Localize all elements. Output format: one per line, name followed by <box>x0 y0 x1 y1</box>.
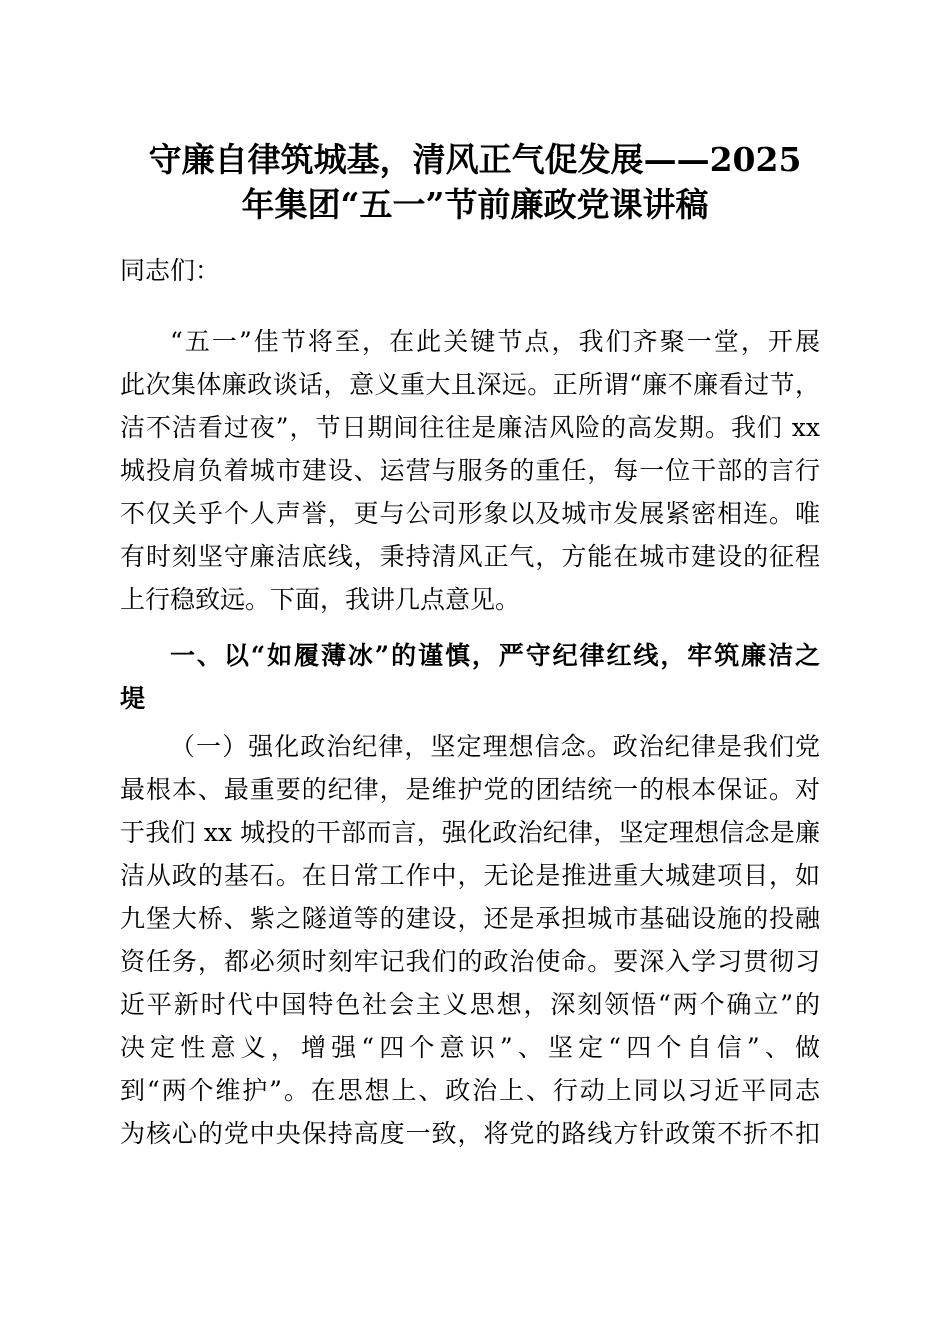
paragraph-line: 为核心的党中央保持高度一致，将党的路线方针政策不折不扣 <box>120 1119 820 1148</box>
paragraph-line: 决定性意义，增强“四个意识”、坚定“四个自信”、做 <box>120 1033 820 1062</box>
paragraph-line: 洁从政的基石。在日常工作中，无论是推进重大城建项目，如 <box>120 861 820 890</box>
heading-line: 堤 <box>120 684 146 713</box>
paragraph-line: 于我们 xx 城投的干部而言，强化政治纪律，坚定理想信念是廉 <box>120 818 820 847</box>
paragraph-line: 资任务，都必须时刻牢记我们的政治使命。要深入学习贯彻习 <box>120 947 820 976</box>
paragraph-line: 此次集体廉政谈话，意义重大且深远。正所谓“廉不廉看过节， <box>120 370 820 399</box>
paragraph-line: 近平新时代中国特色社会主义思想，深刻领悟“两个确立”的 <box>120 990 820 1019</box>
paragraph-line: 上行稳致远。下面，我讲几点意见。 <box>120 585 521 614</box>
paragraph-line: 有时刻坚守廉洁底线，秉持清风正气，方能在城市建设的征程 <box>120 542 820 571</box>
paragraph-line: （一）强化政治纪律，坚定理想信念。政治纪律是我们党 <box>170 732 820 761</box>
salutation: 同志们： <box>120 256 221 285</box>
paragraph-line: 不仅关乎个人声誉，更与公司形象以及城市发展紧密相连。唯 <box>120 499 820 528</box>
paragraph-line: 最根本、最重要的纪律，是维护党的团结统一的根本保证。对 <box>120 775 820 804</box>
paragraph-line: 城投肩负着城市建设、运营与服务的重任，每一位干部的言行 <box>120 456 820 485</box>
paragraph-line: “五一”佳节将至，在此关键节点，我们齐聚一堂，开展 <box>170 327 820 356</box>
paragraph-line: 九堡大桥、紫之隧道等的建设，还是承担城市基础设施的投融 <box>120 904 820 933</box>
document-title-line-2: 年集团“五一”节前廉政党课讲稿 <box>241 185 709 224</box>
heading-line: 一、以“如履薄冰”的谨慎，严守纪律红线，牢筑廉洁之 <box>170 641 820 670</box>
paragraph-line: 到“两个维护”。在思想上、政治上、行动上同以习近平同志 <box>120 1076 820 1105</box>
paragraph-line: 洁不洁看过夜”，节日期间往往是廉洁风险的高发期。我们 xx <box>120 413 820 442</box>
document-title-line-1: 守廉自律筑城基，清风正气促发展——2025 <box>148 140 802 179</box>
